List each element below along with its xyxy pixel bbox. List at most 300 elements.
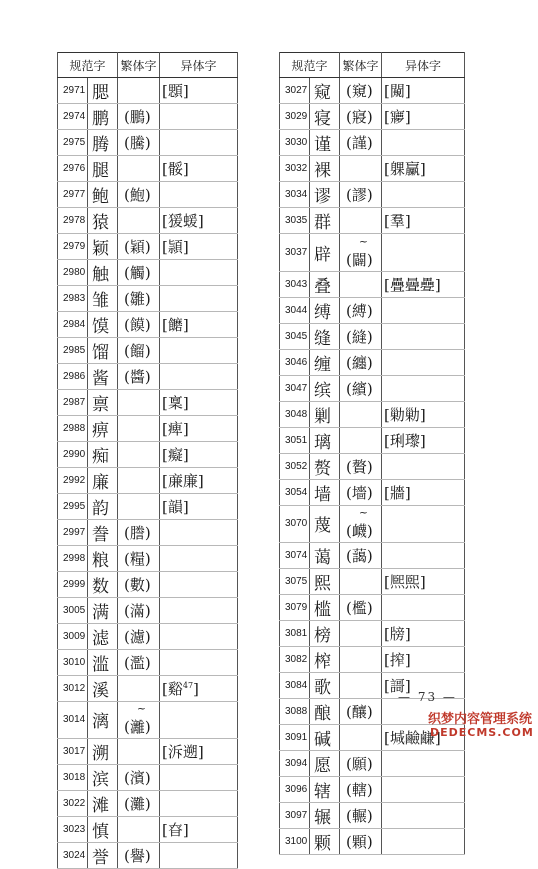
watermark-domain: DEDECMS.COM (430, 726, 534, 739)
table-row (280, 453, 465, 479)
table-row (58, 234, 238, 260)
table-row (58, 130, 238, 156)
variant-form (160, 468, 238, 494)
standard-character: 裸 (310, 156, 340, 182)
variant-form (160, 78, 238, 104)
entry-number: 3096 (280, 777, 310, 803)
table-row (280, 271, 465, 297)
variant-form (160, 390, 238, 416)
standard-character: 鲍 (88, 182, 118, 208)
table-row (280, 401, 465, 427)
variant-text: [顋] (162, 82, 189, 100)
variant-form (382, 401, 465, 427)
traditional-text: (衊) (346, 522, 373, 541)
entry-number: 3100 (280, 829, 310, 855)
entry-number: 2988 (58, 416, 88, 442)
standard-character: 颖 (88, 234, 118, 260)
standard-character: 韵 (88, 494, 118, 520)
traditional-form (118, 790, 160, 816)
traditional-form (118, 234, 160, 260)
traditional-form (340, 271, 382, 297)
standard-character: 誊 (88, 520, 118, 546)
table-row (58, 494, 238, 520)
entry-number: 2986 (58, 364, 88, 390)
variant-text: [癡] (162, 446, 189, 464)
variant-form (160, 312, 238, 338)
standard-character: 缚 (310, 297, 340, 323)
variant-form (382, 543, 465, 569)
traditional-text: (轄) (346, 781, 373, 800)
entry-number: 3024 (58, 842, 88, 868)
standard-character: 谨 (310, 130, 340, 156)
entry-number: 3091 (280, 725, 310, 751)
traditional-form (118, 702, 160, 739)
header-standard: 规范字 (58, 53, 118, 78)
entry-number: 3022 (58, 790, 88, 816)
traditional-text: (騰) (124, 134, 151, 152)
entry-number: 3017 (58, 738, 88, 764)
standard-character: 漓 (88, 702, 118, 739)
table-row (280, 427, 465, 453)
variant-form (160, 104, 238, 130)
entry-number: 2995 (58, 494, 88, 520)
variant-form (160, 364, 238, 390)
table-row (58, 182, 238, 208)
table-header-row (58, 53, 238, 78)
table-row (280, 751, 465, 777)
traditional-form (118, 182, 160, 208)
entry-number: 2983 (58, 286, 88, 312)
table-row (280, 803, 465, 829)
standard-character: 酱 (88, 364, 118, 390)
standard-character: 缠 (310, 349, 340, 375)
traditional-form (118, 104, 160, 130)
variant-bracket-end: ] (193, 680, 199, 698)
variant-text: [熈煕] (384, 573, 426, 592)
traditional-form (118, 494, 160, 520)
standard-character: 颗 (310, 829, 340, 855)
entry-number: 3045 (280, 323, 310, 349)
variant-text: [疊曡疉] (384, 275, 441, 294)
variant-form (382, 234, 465, 272)
table-row (58, 468, 238, 494)
traditional-text: (闢) (346, 250, 373, 269)
entry-number: 2999 (58, 572, 88, 598)
table-row (58, 764, 238, 790)
variant-form (382, 323, 465, 349)
table-row (58, 286, 238, 312)
traditional-form (340, 751, 382, 777)
standard-character: 腿 (88, 156, 118, 182)
traditional-text: (灘) (124, 794, 151, 813)
variant-form (160, 546, 238, 572)
standard-character: 鹏 (88, 104, 118, 130)
table-row (280, 505, 465, 543)
variant-form (160, 676, 238, 702)
table-row (280, 647, 465, 673)
entry-number: 2975 (58, 130, 88, 156)
standard-character: 廉 (88, 468, 118, 494)
entry-number: 3043 (280, 271, 310, 297)
standard-character: 窥 (310, 78, 340, 104)
variant-text: [躶臝] (384, 160, 426, 178)
standard-character: 腾 (88, 130, 118, 156)
traditional-text: (縫) (346, 327, 373, 346)
standard-character: 酿 (310, 699, 340, 725)
entry-number: 2984 (58, 312, 88, 338)
entry-number: 3094 (280, 751, 310, 777)
standard-character: 剿 (310, 401, 340, 427)
variant-form (160, 286, 238, 312)
table-row (280, 208, 465, 234)
traditional-form (118, 738, 160, 764)
standard-character: 滥 (88, 650, 118, 676)
traditional-form (340, 130, 382, 156)
standard-character: 群 (310, 208, 340, 234)
traditional-form (340, 479, 382, 505)
traditional-form (340, 829, 382, 855)
standard-character: 禀 (88, 390, 118, 416)
variant-form (160, 738, 238, 764)
variant-form (382, 505, 465, 543)
traditional-text: (願) (346, 755, 373, 774)
table-row (58, 816, 238, 842)
traditional-text: (藹) (346, 547, 373, 566)
standard-character: 蔼 (310, 543, 340, 569)
traditional-form (118, 650, 160, 676)
traditional-form (118, 338, 160, 364)
table-row (280, 479, 465, 505)
standard-character: 满 (88, 598, 118, 624)
variant-form (160, 156, 238, 182)
standard-character: 触 (88, 260, 118, 286)
traditional-form (118, 156, 160, 182)
table-row (280, 130, 465, 156)
variant-text: [謌] (384, 677, 411, 696)
table-row (58, 572, 238, 598)
standard-character: 墙 (310, 479, 340, 505)
entry-number: 2971 (58, 78, 88, 104)
variant-form (382, 453, 465, 479)
traditional-form (340, 297, 382, 323)
entry-number: 3009 (58, 624, 88, 650)
table-row (280, 297, 465, 323)
entry-number: 3074 (280, 543, 310, 569)
traditional-text: (鵬) (124, 108, 151, 126)
footnote-ref: 47 (182, 681, 194, 690)
entry-number: 3048 (280, 401, 310, 427)
traditional-text: (滿) (124, 602, 151, 620)
variant-text: [昚] (162, 820, 189, 839)
entry-number: 3023 (58, 816, 88, 842)
variant-form (382, 104, 465, 130)
variant-form (382, 803, 465, 829)
variant-form (382, 349, 465, 375)
variant-text: [牓] (384, 625, 411, 644)
table-row (280, 323, 465, 349)
standard-character: 馍 (88, 312, 118, 338)
traditional-text: (濾) (124, 628, 151, 646)
entry-number: 2978 (58, 208, 88, 234)
traditional-form (340, 208, 382, 234)
entry-number: 3088 (280, 699, 310, 725)
variant-form (382, 647, 465, 673)
variant-text: [饝] (162, 316, 189, 334)
header-traditional: 繁体字 (340, 53, 382, 78)
variant-form (160, 442, 238, 468)
traditional-form (340, 777, 382, 803)
standard-character: 痹 (88, 416, 118, 442)
variant-text: [谿 (162, 680, 183, 698)
variant-form (382, 427, 465, 453)
traditional-form (340, 569, 382, 595)
table-row (280, 595, 465, 621)
entry-number: 3018 (58, 764, 88, 790)
table-row (58, 676, 238, 702)
table-row (58, 208, 238, 234)
traditional-form (118, 520, 160, 546)
table-row (58, 312, 238, 338)
traditional-form (340, 401, 382, 427)
traditional-form (118, 286, 160, 312)
traditional-form (118, 78, 160, 104)
variant-form (382, 375, 465, 401)
traditional-form (340, 453, 382, 479)
standard-character: 寝 (310, 104, 340, 130)
standard-character: 槛 (310, 595, 340, 621)
entry-number: 2997 (58, 520, 88, 546)
variant-form (160, 702, 238, 739)
table-row (280, 777, 465, 803)
variant-text: [堿鹼鹻] (384, 729, 441, 748)
traditional-form (118, 468, 160, 494)
traditional-form (118, 842, 160, 868)
table-row (58, 416, 238, 442)
entry-number: 3051 (280, 427, 310, 453)
tilde-mark: ~ (358, 506, 369, 520)
variant-text: [頴] (162, 238, 189, 256)
entry-number: 3082 (280, 647, 310, 673)
table-row (58, 104, 238, 130)
variant-form (382, 130, 465, 156)
standard-character: 辟 (310, 234, 340, 272)
variant-form (382, 751, 465, 777)
header-variant: 异体字 (382, 53, 465, 78)
traditional-text: (雛) (124, 290, 151, 308)
standard-character: 猿 (88, 208, 118, 234)
variant-form (160, 182, 238, 208)
table-header-row (280, 53, 465, 78)
variant-text: [韻] (162, 498, 189, 516)
table-row (58, 790, 238, 816)
table-row (280, 375, 465, 401)
standard-character: 誉 (88, 842, 118, 868)
variant-text: [羣] (384, 212, 411, 230)
standard-character: 歌 (310, 673, 340, 699)
variant-form (160, 842, 238, 868)
table-row (58, 390, 238, 416)
variant-text: [稟] (162, 394, 189, 412)
entry-number: 3044 (280, 297, 310, 323)
traditional-form (340, 543, 382, 569)
traditional-form (118, 312, 160, 338)
standard-character: 数 (88, 572, 118, 598)
entry-number: 3012 (58, 676, 88, 702)
header-variant: 异体字 (160, 53, 238, 78)
entry-number: 3081 (280, 621, 310, 647)
table-row (58, 842, 238, 868)
traditional-text: (謹) (346, 134, 373, 152)
variant-text: [闚] (384, 82, 411, 100)
traditional-form (118, 442, 160, 468)
standard-character: 雏 (88, 286, 118, 312)
table-row (280, 829, 465, 855)
standard-character: 滨 (88, 764, 118, 790)
entry-number: 3010 (58, 650, 88, 676)
traditional-form (340, 427, 382, 453)
variant-form (382, 271, 465, 297)
traditional-form (340, 803, 382, 829)
entry-number: 3032 (280, 156, 310, 182)
traditional-text: (濱) (124, 768, 151, 787)
traditional-form (118, 764, 160, 790)
traditional-form (118, 572, 160, 598)
traditional-form (340, 647, 382, 673)
entry-number: 3034 (280, 182, 310, 208)
variant-form (160, 650, 238, 676)
variant-text: [亷廉] (162, 472, 204, 490)
traditional-text: (饃) (124, 316, 151, 334)
variant-form (382, 479, 465, 505)
traditional-form (340, 349, 382, 375)
traditional-form (340, 78, 382, 104)
variant-form (160, 338, 238, 364)
variant-form (382, 595, 465, 621)
variant-text: [痺] (162, 420, 189, 438)
variant-form (382, 829, 465, 855)
traditional-form (118, 364, 160, 390)
entry-number: 2980 (58, 260, 88, 286)
standard-character: 缝 (310, 323, 340, 349)
traditional-form (340, 104, 382, 130)
traditional-form (118, 816, 160, 842)
variant-form (160, 234, 238, 260)
entry-number: 3054 (280, 479, 310, 505)
entry-number: 2985 (58, 338, 88, 364)
entry-number: 2998 (58, 546, 88, 572)
table-row (280, 78, 465, 104)
traditional-text: (縛) (346, 301, 373, 320)
traditional-form (340, 505, 382, 543)
traditional-text: (穎) (124, 238, 151, 256)
traditional-form (340, 595, 382, 621)
entry-number: 3030 (280, 130, 310, 156)
entry-number: 3035 (280, 208, 310, 234)
watermark-title: 织梦内容管理系统 (428, 712, 533, 727)
variant-text: [猨蝯] (162, 212, 204, 230)
traditional-form (340, 375, 382, 401)
standard-character: 蔑 (310, 505, 340, 543)
table-row (58, 624, 238, 650)
tilde-mark: ~ (136, 702, 147, 716)
entry-number: 3052 (280, 453, 310, 479)
standard-character: 叠 (310, 271, 340, 297)
entry-number: 2990 (58, 442, 88, 468)
variant-form (160, 764, 238, 790)
variant-form (382, 297, 465, 323)
variant-form (160, 624, 238, 650)
traditional-form (118, 260, 160, 286)
standard-character: 榜 (310, 621, 340, 647)
table-row (58, 702, 238, 739)
entry-number: 3097 (280, 803, 310, 829)
table-row (58, 364, 238, 390)
entry-number: 3005 (58, 598, 88, 624)
entry-number: 2987 (58, 390, 88, 416)
variant-form (160, 520, 238, 546)
page-number: — 73 — (398, 690, 457, 704)
standard-character: 愿 (310, 751, 340, 777)
traditional-text: (窺) (346, 82, 373, 100)
traditional-text: (數) (124, 576, 151, 594)
table-row (280, 349, 465, 375)
table-row (58, 650, 238, 676)
traditional-form (340, 673, 382, 699)
variant-text: [搾] (384, 651, 411, 670)
standard-character: 辖 (310, 777, 340, 803)
table-row (280, 182, 465, 208)
traditional-form (340, 323, 382, 349)
traditional-text: (灕) (124, 718, 151, 737)
standard-character: 馏 (88, 338, 118, 364)
table-row (58, 738, 238, 764)
variant-form (382, 156, 465, 182)
table-row (58, 442, 238, 468)
left-character-table (57, 52, 238, 869)
entry-number: 3029 (280, 104, 310, 130)
table-row (280, 104, 465, 130)
variant-form (160, 816, 238, 842)
table-row (280, 621, 465, 647)
traditional-text: (譽) (124, 846, 151, 865)
variant-form (382, 182, 465, 208)
traditional-text: (贅) (346, 457, 373, 476)
traditional-form (118, 624, 160, 650)
entry-number: 3047 (280, 375, 310, 401)
variant-form (382, 78, 465, 104)
traditional-form (118, 416, 160, 442)
traditional-form (340, 234, 382, 272)
table-row (58, 78, 238, 104)
table-row (58, 260, 238, 286)
header-standard: 规范字 (280, 53, 340, 78)
table-row (58, 338, 238, 364)
entry-number: 3046 (280, 349, 310, 375)
variant-form (382, 777, 465, 803)
traditional-text: (寢) (346, 108, 373, 126)
standard-character: 碱 (310, 725, 340, 751)
entry-number: 2979 (58, 234, 88, 260)
variant-text: [琍瓈] (384, 431, 426, 450)
traditional-form (118, 676, 160, 702)
variant-text: [泝遡] (162, 742, 204, 761)
variant-form (382, 621, 465, 647)
standard-character: 溯 (88, 738, 118, 764)
standard-character: 缤 (310, 375, 340, 401)
traditional-form (118, 130, 160, 156)
variant-form (160, 598, 238, 624)
traditional-text: (繽) (346, 379, 373, 398)
